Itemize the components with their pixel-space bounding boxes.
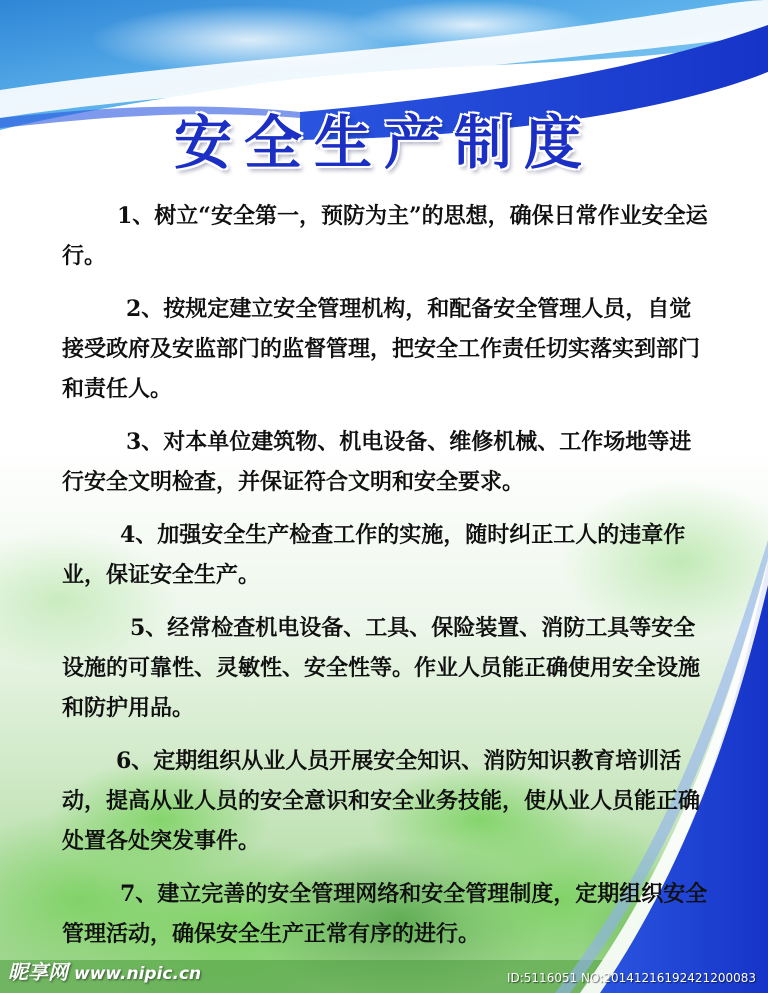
regulation-item-5: 5、经常检查机电设备、工具、保险装置、消防工具等安全设施的可靠性、灵敏性、安全性等。作业人员能正确使用安全设施和防护用品。 <box>62 615 701 721</box>
regulation-item-7: 7、建立完善的安全管理网络和安全管理制度，定期组织安全管理活动，确保安全生产正常有序的进行。 <box>62 881 708 947</box>
regulation-item-2: 2、按规定建立安全管理机构，和配备安全管理人员，自觉接受政府及安监部门的监督管理，把安全工作责任切实落实到部门和责任人。 <box>62 296 701 402</box>
watermark-brand-name: 昵享网 <box>8 960 68 984</box>
page-title: 安全生产制度 <box>173 109 594 177</box>
regulation-item-4: 4、加强安全生产检查工作的实施，随时纠正工人的违章作业，保证安全生产。 <box>62 522 686 588</box>
watermark-id: ID:5116051 NO:20141216192421200083 <box>506 971 756 985</box>
watermark-brand <box>8 956 201 985</box>
regulation-item-3: 3、对本单位建筑物、机电设备、维修机械、工作场地等进行安全文明检查，并保证符合文明和安全要求。 <box>62 429 692 495</box>
watermark-url: www.nipic.cn <box>74 964 202 984</box>
regulation-item-6: 6、定期组织从业人员开展安全知识、消防知识教育培训活动，提高从业人员的安全意识和安全业务技能，使从业人员能正确处置各处突发事件。 <box>62 748 701 854</box>
regulation-item-1: 1、树立“安全第一，预防为主”的思想，确保日常作业安全运行。 <box>62 203 708 269</box>
regulation-list <box>62 196 712 967</box>
